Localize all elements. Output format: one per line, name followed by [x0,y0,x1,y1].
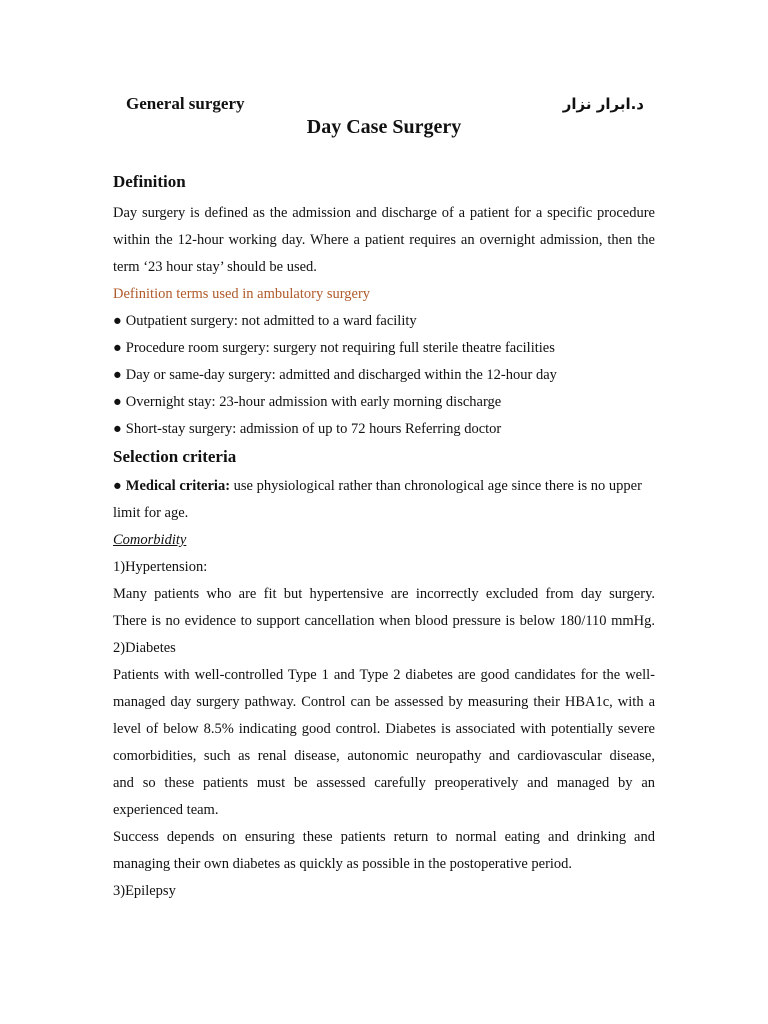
bullet-icon: ● [113,394,122,410]
paragraph-line: Patients with well-controlled Type 1 and Type 2 diabetes are good candidates for the well- [113,667,655,683]
paragraph-line: limit for age. [113,505,189,521]
paragraph-line: managing their own diabetes as quickly as possible in the postoperative period. [113,856,573,872]
paragraph-line: There is no evidence to support cancellation when blood pressure is below 180/110 mmHg. [113,613,655,629]
medical-criteria-label: Medical criteria: [125,478,231,494]
medical-criteria-text: use physiological rather than chronological age since there is no upper [230,478,642,494]
bullet-icon: ● [113,478,122,494]
list-item [113,389,655,416]
list-item-text: Short-stay surgery: admission of up to 72 hours Referring doctor [125,421,502,437]
epilepsy-title: 3)Epilepsy [113,883,176,899]
paragraph-line: managed day surgery pathway. Control can be assessed by measuring their HBA1c, with a [113,694,655,710]
bullet-icon: ● [113,313,122,329]
author-name: د.ابرار نزار [562,95,644,113]
paragraph-line: level of below 8.5% indicating good control. Diabetes is associated with potentially severe [113,721,655,737]
list-item [113,308,655,335]
list-item-text: Day or same-day surgery: admitted and discharged within the 12-hour day [125,367,557,383]
paragraph-line: and so these patients must be assessed carefully preoperatively and managed by an [113,775,655,791]
section-heading-selection-criteria: Selection criteria [113,447,237,466]
bullet-icon: ● [113,367,122,383]
section-heading-definition: Definition [113,172,186,191]
list-item-text: Overnight stay: 23-hour admission with early morning discharge [125,394,502,410]
subheading-definition-terms: Definition terms used in ambulatory surgery [113,286,371,302]
comorbidity-line [113,527,655,554]
paragraph-line: term ‘23 hour stay’ should be used. [113,259,317,275]
bullet-icon: ● [113,421,122,437]
document-body [113,170,655,905]
list-item-text: Outpatient surgery: not admitted to a ward facility [125,313,417,329]
paragraph-line: Success depends on ensuring these patients return to normal eating and drinking and [113,829,655,845]
list-item-text: Procedure room surgery: surgery not requiring full sterile theatre facilities [125,340,555,356]
medical-criteria-line [113,473,655,500]
paragraph-line: Day surgery is defined as the admission and discharge of a patient for a specific procedure [113,205,655,221]
paragraph-line: Many patients who are fit but hypertensive are incorrectly excluded from day surgery. [113,586,655,602]
list-item [113,335,655,362]
comorbidity-label: Comorbidity [113,532,187,548]
hypertension-title: 1)Hypertension: [113,559,208,575]
course-name: General surgery [126,94,245,113]
paragraph-line: within the 12-hour working day. Where a patient requires an overnight admission, then the [113,232,655,248]
list-item [113,362,655,389]
page-title: Day Case Surgery [306,116,462,138]
paragraph-line: experienced team. [113,802,219,818]
diabetes-title: 2)Diabetes [113,640,176,656]
bullet-icon: ● [113,340,122,356]
list-item [113,416,655,443]
paragraph-line: comorbidities, such as renal disease, autonomic neuropathy and cardiovascular disease, [113,748,655,764]
